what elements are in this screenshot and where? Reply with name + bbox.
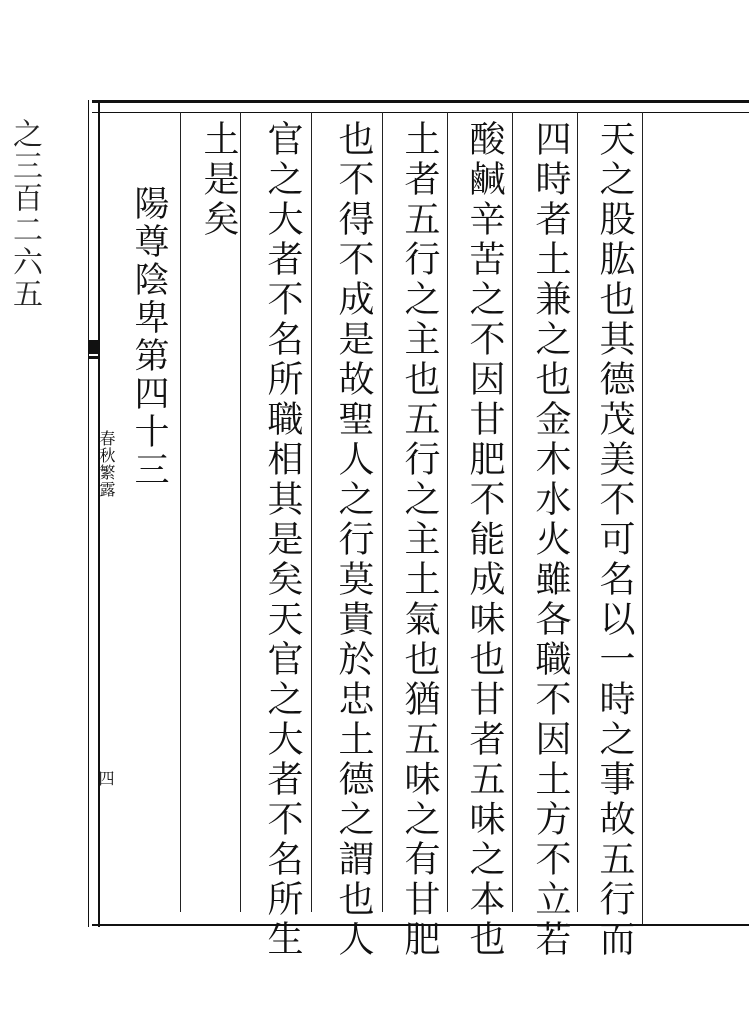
column-divider <box>512 112 513 912</box>
top-border-thin <box>92 112 749 113</box>
top-border-thick <box>92 100 749 103</box>
chapter-heading: 陽尊陰卑第四十三 <box>129 185 169 489</box>
left-border <box>98 100 100 927</box>
spine-line <box>88 100 89 927</box>
column-divider <box>180 112 181 912</box>
column-divider <box>577 112 578 912</box>
fishtail-mark-line <box>88 356 100 359</box>
facing-page-fragment: 之三百二六五 <box>7 118 42 310</box>
column-divider <box>311 112 312 912</box>
text-column-4: 土者五行之主也五行之主土氣也猶五味之有甘肥 <box>399 120 440 960</box>
text-column-6: 官之大者不名所職相其是矣天官之大者不名所生 <box>262 120 303 960</box>
margin-page-number: 四 <box>96 770 115 786</box>
text-column-3: 酸鹹辛苦之不因甘肥不能成味也甘者五味之本也 <box>464 120 505 960</box>
column-divider <box>382 112 383 912</box>
text-column-2: 四時者土兼之也金木水火雖各職不因土方不立若 <box>530 120 571 960</box>
text-column-7: 土是矣 <box>198 120 239 240</box>
column-divider <box>642 112 643 924</box>
margin-book-title: 春秋繁露 <box>97 430 116 498</box>
column-divider <box>447 112 448 912</box>
text-column-1: 天之股肱也其德茂美不可名以一時之事故五行而 <box>594 120 635 960</box>
text-column-5: 也不得不成是故聖人之行莫貴於忠土德之謂也人 <box>333 120 374 960</box>
fishtail-mark <box>88 340 100 354</box>
